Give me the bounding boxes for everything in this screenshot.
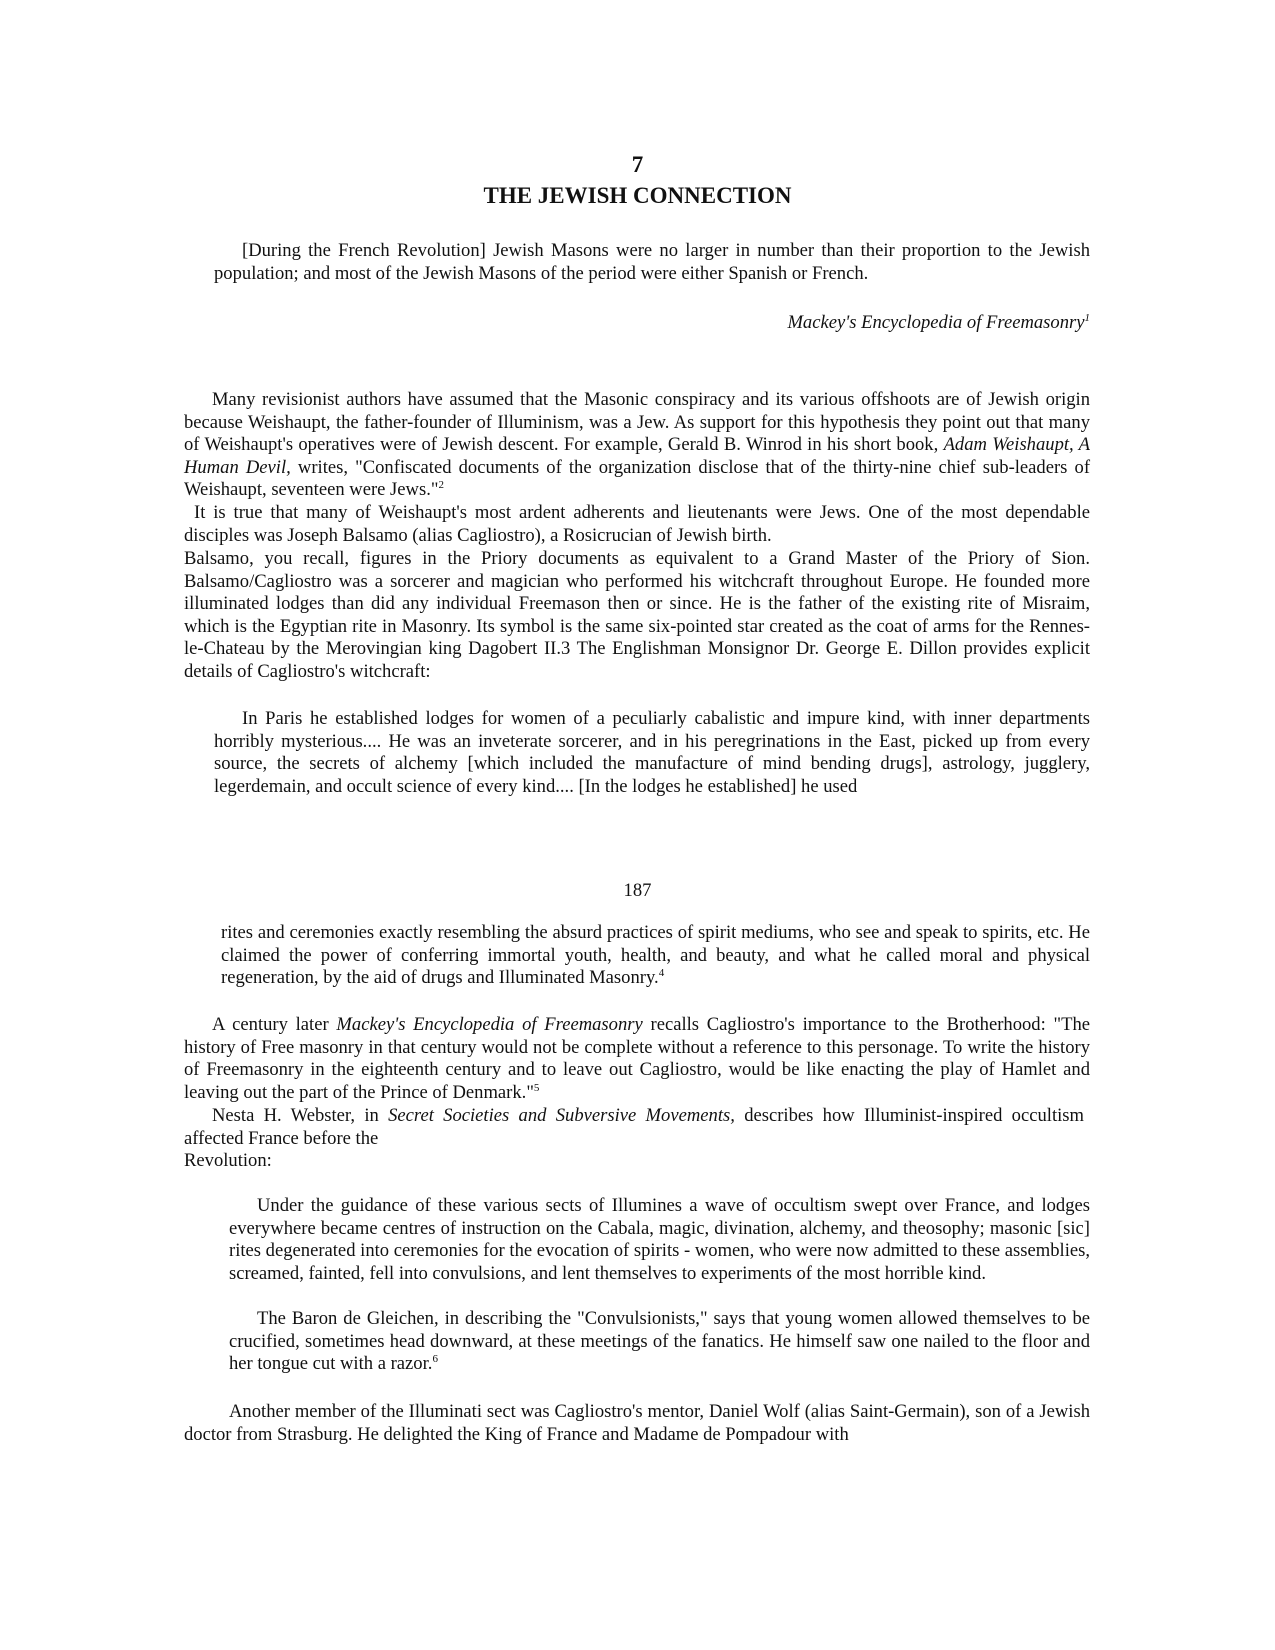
paragraph-5-last-line: Revolution: [184,1150,272,1172]
footnote-marker: 1 [1084,312,1090,324]
block-quote-1: In Paris he established lodges for women of a peculiarly cabalistic and impure kind, with inner departments horribly mysterious.... He was an inveterate sorcerer, and in his peregrinations in the East, picked up from every source, the secrets of alchemy [which included the manufacture of mind bending drugs], astrology, jugglery, legerdemain, and occult science of every kind.... [In the lodges he established] he used [214,708,1090,797]
paragraph-1: Many revisionist authors have assumed that the Masonic conspiracy and its various offshoots are of Jewish origin because Weishaupt, the father-founder of Illuminism, was a Jew. As support for this hypothesis they point out that many of Weishaupt's operatives were of Jewish descent. For example, Gerald B. Winrod in his short book, Adam Weishaupt, A Human Devil, writes, "Confiscated documents of the organization disclose that of the thirty-nine chief sub-leaders of Weishaupt, seventeen were Jews."$^2$ [184,389,1091,501]
book-title: Secret Societies and Subversive Movements, [388,1105,735,1126]
paragraph-4: A century later Mackey's Encyclopedia of Freemasonry recalls Cagliostro's importance to the Brotherhood: "The history of Free masonry in that century would not be complete without a reference to this personage. To write the history of Freemasonry in the eighteenth century and to leave out Cagliostro, would be like enacting the play of Hamlet and leaving out the part of the Prince of Denmark."$^5$ [184,1014,1090,1103]
footnote-marker: 2 [438,479,444,492]
paragraph-3: Balsamo, you recall, figures in the Priory documents as equivalent to a Grand Master of the Priory of Sion. Balsamo/Cagliostro was a sorcerer and magician who performed his witchcraft throughout Europe. He founded more illuminated lodges than did any individual Freemason then or since. He is the father of the existing rite of Misraim, which is the Egyptian rite in Masonry. Its symbol is the same six-pointed star created as the coat of arms for the Rennes-le-Chateau by the Merovingian king Dagobert II.3 The Englishman Monsignor Dr. George E. Dillon provides explicit details of Cagliostro's witchcraft: [184,548,1090,682]
chapter-title: THE JEWISH CONNECTION [483,183,792,208]
epigraph-attribution: Mackey's Encyclopedia of Freemasonry$^1$ [787,312,1090,333]
paragraph-5: Nesta H. Webster, in Secret Societies and Subversive Movements, describes how Illuminist-inspired occultism affected France before the Revolution: [184,1105,1090,1173]
footnote-marker: 6 [432,1353,438,1366]
block-quote-2-para-1: Under the guidance of these various sects of Illumines a wave of occultism swept over France, and lodges everywhere became centres of instruction on the Cabala, magic, divination, alchemy, and theosophy; masonic [sic] rites degenerated into ceremonies for the evocation of spirits - women, who were now admitted to these assemblies, screamed, fainted, fell into convulsions, and lent themselves to experiments of the most horrible kind. [229,1195,1090,1284]
epigraph-text: [During the French Revolution] Jewish Masons were no larger in number than their proportion to the Jewish population; and most of the Jewish Masons of the period were either Spanish or French. [214,240,1090,284]
paragraph-2: It is true that many of Weishaupt's most ardent adherents and lieutenants were Jews. One of the most dependable disciples was Joseph Balsamo (alias Cagliostro), a Rosicrucian of Jewish birth. [184,502,1090,546]
page-number: 187 [623,880,652,901]
block-quote-2-para-2: The Baron de Gleichen, in describing the "Convulsionists," says that young women allowed themselves to be crucified, sometimes head downward, at these meetings of the fanatics. He himself saw one nailed to the floor and her tongue cut with a razor.$^6$ [229,1308,1090,1375]
block-quote-1-continued: rites and ceremonies exactly resembling the absurd practices of spirit mediums, who see and speak to spirits, etc. He claimed the power of conferring immortal youth, health, and beauty, and what he called moral and physical regeneration, by the aid of drugs and Illuminated Masonry.$^4$ [221,922,1090,989]
footnote-marker: 4 [658,967,665,980]
chapter-number: 7 [631,152,644,177]
book-title: Adam Weishaupt, A Human Devil, [184,434,1090,478]
paragraph-6: Another member of the Illuminati sect was Cagliostro's mentor, Daniel Wolf (alias Saint-Germain), son of a Jewish doctor from Strasburg. He delighted the King of France and Madame de Pompadour with [184,1401,1090,1445]
book-title: Mackey's Encyclopedia of Freemasonry [336,1014,643,1035]
footnote-marker: 5 [533,1081,540,1094]
